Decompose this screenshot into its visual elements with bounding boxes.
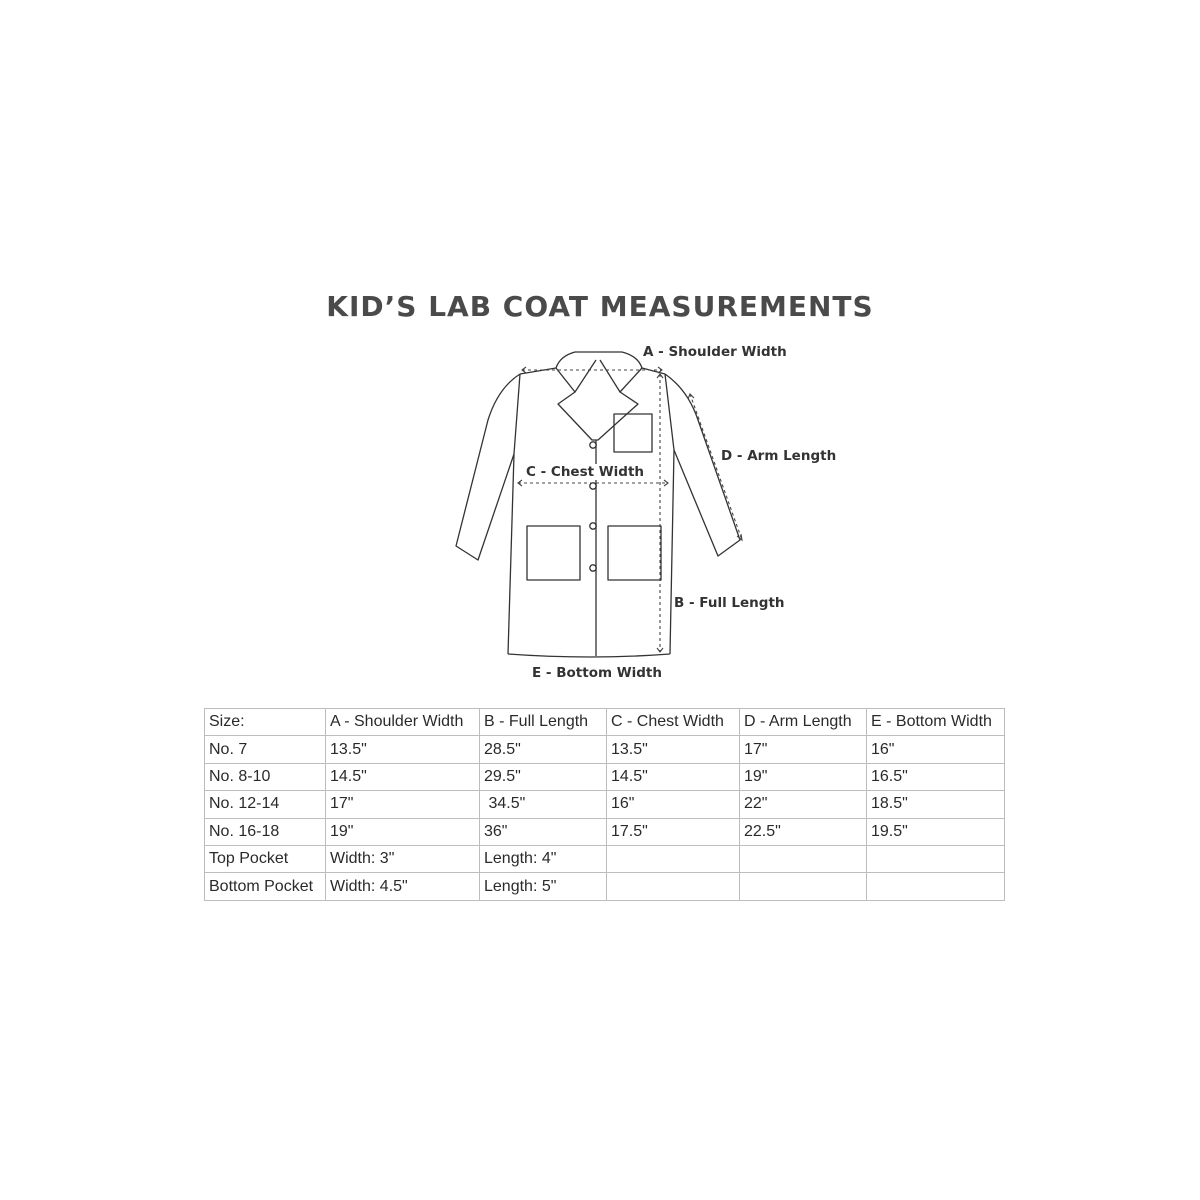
chest-width-label: C - Chest Width (526, 464, 645, 480)
table-cell: 17.5" (607, 818, 740, 845)
table-cell: Bottom Pocket (205, 873, 326, 900)
table-row (205, 818, 1005, 845)
table-header-row (205, 709, 1005, 736)
right-sleeve (665, 374, 740, 556)
table-cell (607, 845, 740, 872)
table-cell: 17" (740, 736, 867, 763)
table-cell: No. 7 (205, 736, 326, 763)
button (590, 565, 596, 571)
table-cell: 13.5" (326, 736, 480, 763)
table-cell: 16.5" (867, 763, 1005, 790)
table-cell: 16" (867, 736, 1005, 763)
table-cell: 17" (326, 791, 480, 818)
full-length-label: B - Full Length (674, 595, 785, 611)
table-cell: 22.5" (740, 818, 867, 845)
table-cell: 14.5" (607, 763, 740, 790)
table-cell: 34.5" (480, 791, 607, 818)
table-cell (740, 873, 867, 900)
table-cell: 18.5" (867, 791, 1005, 818)
table-cell: 13.5" (607, 736, 740, 763)
table-cell: Top Pocket (205, 845, 326, 872)
table-cell: 36" (480, 818, 607, 845)
table-cell: 28.5" (480, 736, 607, 763)
table-cell (867, 873, 1005, 900)
table-row (205, 736, 1005, 763)
button (590, 523, 596, 529)
table-cell: 29.5" (480, 763, 607, 790)
header-cell: E - Bottom Width (867, 709, 1005, 736)
table-cell: 19.5" (867, 818, 1005, 845)
table-cell: No. 12-14 (205, 791, 326, 818)
table-row (205, 845, 1005, 872)
button (590, 483, 596, 489)
table-cell: No. 8-10 (205, 763, 326, 790)
arm-measure-line (690, 394, 742, 540)
collar-back (556, 352, 642, 368)
table-cell: 22" (740, 791, 867, 818)
page-title: KID’S LAB COAT MEASUREMENTS (326, 290, 874, 323)
table-row (205, 763, 1005, 790)
table-cell (867, 845, 1005, 872)
header-cell: C - Chest Width (607, 709, 740, 736)
table-row (205, 791, 1005, 818)
left-sleeve (456, 374, 520, 560)
table-cell: 16" (607, 791, 740, 818)
table-cell: 19" (740, 763, 867, 790)
header-cell: D - Arm Length (740, 709, 867, 736)
table-cell: Length: 5" (480, 873, 607, 900)
header-cell: B - Full Length (480, 709, 607, 736)
table-cell: 19" (326, 818, 480, 845)
table-cell (607, 873, 740, 900)
table-cell: Length: 4" (480, 845, 607, 872)
button (590, 442, 596, 448)
table-cell: Width: 4.5" (326, 873, 480, 900)
bottom-width-label: E - Bottom Width (532, 665, 662, 681)
body-right-side (665, 374, 674, 654)
bottom-right-pocket (608, 526, 661, 580)
table-cell: No. 16-18 (205, 818, 326, 845)
body-left-side (508, 374, 520, 654)
header-cell: Size: (205, 709, 326, 736)
size-chart-table (204, 708, 1005, 901)
coat-hem (508, 654, 670, 657)
shoulder-width-label: A - Shoulder Width (643, 344, 787, 360)
right-lapel (596, 368, 642, 440)
table-cell: 14.5" (326, 763, 480, 790)
header-cell: A - Shoulder Width (326, 709, 480, 736)
table-cell (740, 845, 867, 872)
table-cell: Width: 3" (326, 845, 480, 872)
bottom-left-pocket (527, 526, 580, 580)
left-lapel (556, 368, 596, 440)
arm-length-label: D - Arm Length (721, 448, 837, 464)
table-row (205, 873, 1005, 900)
